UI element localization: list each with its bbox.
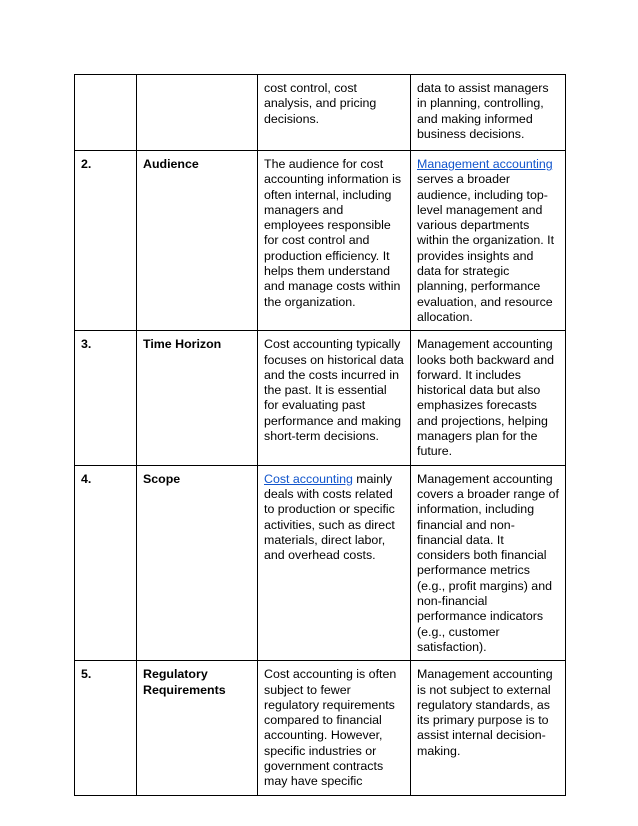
cell-text: serves a broader audience, including top-level management and various departments within the organization. It provides insights and data for strategic planning, performance evaluation, and resource allocation. bbox=[417, 172, 555, 324]
management-accounting-cell bbox=[411, 75, 566, 151]
row-topic: Regulatory Requirements bbox=[137, 661, 258, 795]
cost-accounting-link[interactable]: Cost accounting bbox=[264, 471, 353, 486]
cell-text: The audience for cost accounting information is often internal, including managers and employees responsible for cost control and production efficiency. It helps them understand and manage costs within the organization. bbox=[264, 157, 402, 309]
table-row bbox=[75, 331, 566, 465]
table-row bbox=[75, 151, 566, 331]
cell-text: cost control, cost analysis, and pricing decisions. bbox=[264, 81, 377, 126]
management-accounting-cell bbox=[411, 151, 566, 331]
cell-text: Management accounting looks both backward and forward. It includes historical data but also emphasizes forecasts and projections, helping managers plan for the future. bbox=[417, 337, 555, 459]
table-row bbox=[75, 465, 566, 661]
cost-accounting-cell bbox=[258, 151, 411, 331]
table-row bbox=[75, 661, 566, 795]
cost-accounting-cell bbox=[258, 75, 411, 151]
comparison-table bbox=[74, 74, 566, 796]
cost-accounting-cell bbox=[258, 465, 411, 661]
cell-text: mainly deals with costs related to production or specific activities, such as direct materials, direct labor, and overhead costs. bbox=[264, 471, 395, 563]
row-number: 3. bbox=[75, 331, 137, 465]
cell-text: data to assist managers in planning, controlling, and making informed business decisions. bbox=[417, 81, 549, 141]
row-number: 4. bbox=[75, 465, 137, 661]
cell-text: Cost accounting is often subject to fewer regulatory requirements compared to financial accounting. However, specific industries or government contracts may have specific bbox=[264, 667, 397, 789]
row-topic bbox=[137, 75, 258, 151]
row-number bbox=[75, 75, 137, 151]
row-topic: Audience bbox=[137, 151, 258, 331]
cost-accounting-cell bbox=[258, 661, 411, 795]
cell-text: Management accounting is not subject to external regulatory standards, as its primary purpose is to assist internal decision-making. bbox=[417, 667, 553, 758]
management-accounting-cell bbox=[411, 331, 566, 465]
management-accounting-cell bbox=[411, 661, 566, 795]
cell-text: Cost accounting typically focuses on historical data and the costs incurred in the past. It is essential for evaluating past performance and making short-term decisions. bbox=[264, 337, 404, 444]
management-accounting-link[interactable]: Management accounting bbox=[417, 157, 553, 171]
cell-text: Management accounting covers a broader range of information, including financial and non-financial data. It considers both financial performance metrics (e.g., profit margins) and non-financial performance indicators (e.g., customer satisfaction). bbox=[417, 471, 559, 654]
cost-accounting-cell bbox=[258, 331, 411, 465]
row-topic: Time Horizon bbox=[137, 331, 258, 465]
row-number: 2. bbox=[75, 151, 137, 331]
management-accounting-cell bbox=[411, 465, 566, 661]
row-topic: Scope bbox=[137, 465, 258, 661]
table-row bbox=[75, 75, 566, 151]
row-number: 5. bbox=[75, 661, 137, 795]
